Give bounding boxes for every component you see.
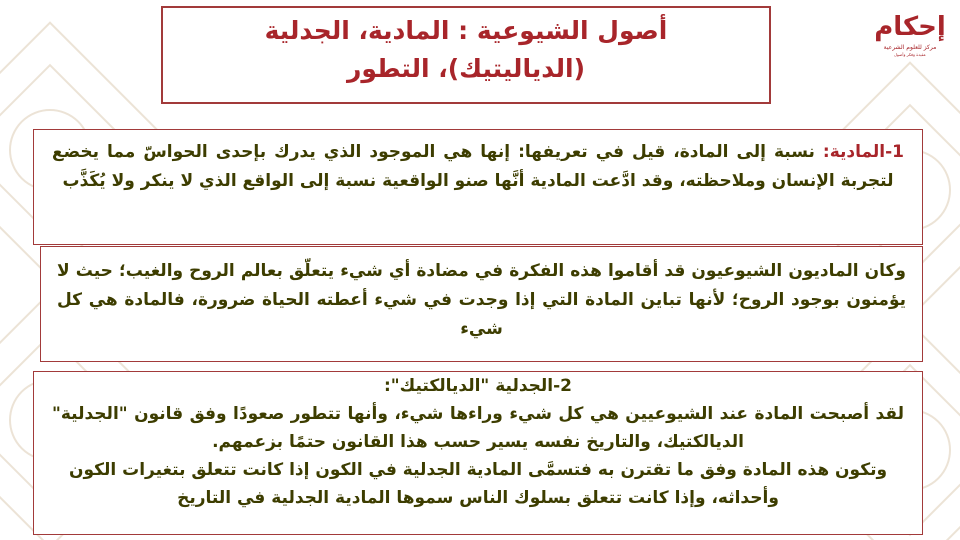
section-dialectic-para-2: وتكون هذه المادة وفق ما تقترن به فتسمَّى المادية الجدلية في الكون إذا كانت تتعلق بتغيرات الكون وأحداثه، وإذا كانت تتعلق بسلوك الناس سموها المادية الجدلية في التاريخ [68, 460, 888, 508]
logo-subtitle: مركز للعلوم الشرعية [883, 44, 937, 51]
section-materialism-heading: 1-المادية: [822, 142, 904, 162]
section-materialism [33, 129, 923, 245]
section-materialism-text: نسبة إلى المادة، قيل في تعريفها: إنها هي الموجود الذي يدرك بإحدى الحواسّ مما يخضع لتجربة الإنسان وملاحظته، وقد ادَّعت المادية أنَّها صنو الواقعية نسبة إلى الواقع الذي لا ينكر ولا يُكَذَّب [52, 142, 894, 191]
section-dialectic [33, 371, 923, 535]
brand-logo [872, 10, 948, 66]
section-dialectic-para-1: لقد أصبحت المادة عند الشيوعيين هي كل شيء وراءها شيء، وأنها تتطور صعودًا وفق قانون "الجدلية" الديالكتيك، والتاريخ نفسه يسير حسب هذا القانون حتمًا بزعمهم. [52, 404, 904, 452]
section-materialists-text: وكان الماديون الشيوعيون قد أقاموا هذه الفكرة في مضادة أي شيء يتعلّق بعالم الروح والغيب؛ حيث لا يؤمنون بوجود الروح؛ لأنها تباين المادة التي إذا وجدت في شيء أعطته الحياة ضرورة، فالمادة هي كل شيء [57, 261, 906, 339]
section-materialists [40, 246, 923, 362]
logo-mark: إحكام [874, 12, 946, 42]
slide-title [161, 6, 771, 104]
title-line-1: أصول الشيوعية : المادية، الجدلية [264, 16, 668, 45]
section-dialectic-heading: 2-الجدلية "الديالكتيك": [383, 376, 573, 396]
title-line-2: (الدياليتيك)، التطور [346, 54, 586, 83]
logo-tagline: عقيدة وفكر وأصول [893, 52, 927, 57]
